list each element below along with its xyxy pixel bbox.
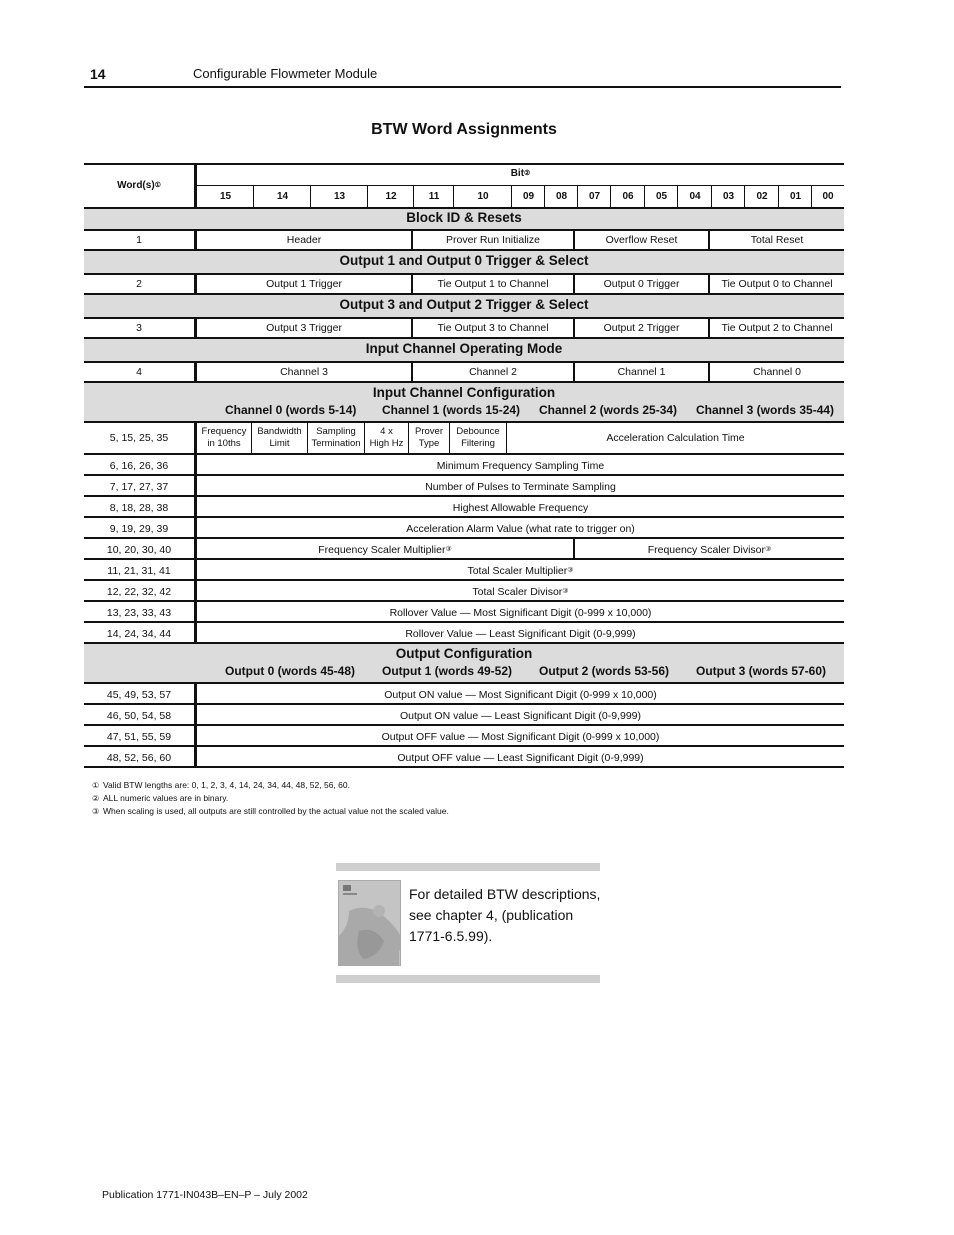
bit-number: 05 xyxy=(655,190,668,202)
bit-number: 13 xyxy=(333,190,346,202)
field-value xyxy=(197,518,844,539)
field-sampling-termination xyxy=(308,421,364,455)
word-column-header xyxy=(84,163,194,209)
footnote-ref-3: ③ xyxy=(567,566,574,574)
note-line: 1771-6.5.99). xyxy=(409,928,493,944)
page-number: 14 xyxy=(90,66,106,82)
bit-number: 14 xyxy=(276,190,289,202)
publication-cover-image xyxy=(339,881,401,966)
note-bottom-bar xyxy=(336,975,600,983)
table-header xyxy=(84,163,844,209)
page-title xyxy=(0,121,954,139)
bit-header-label: Bit xyxy=(510,168,525,179)
table-row xyxy=(84,726,844,747)
cell-line: Termination xyxy=(311,438,361,449)
field-value xyxy=(197,747,844,768)
cell-line: Prover xyxy=(415,426,443,437)
word-number: 45, 49, 53, 57 xyxy=(106,688,172,701)
field-frequency-scaler-multiplier xyxy=(197,539,573,560)
word-number: 1 xyxy=(136,234,142,246)
section-block-id xyxy=(84,209,844,229)
cell-text: Frequency Scaler Multiplier xyxy=(318,543,446,556)
note-text xyxy=(409,884,629,947)
header-rule xyxy=(84,86,841,88)
row-rule xyxy=(84,766,844,768)
bit-number: 12 xyxy=(385,190,397,202)
bit-number: 03 xyxy=(722,190,735,202)
field-value xyxy=(197,560,844,581)
word-number: 4 xyxy=(136,366,142,378)
field-output-0-trigger: Output 0 Trigger xyxy=(603,278,680,290)
cell-text: Rollover Value — Least Significant Digit (0-9,999) xyxy=(405,627,636,640)
cell-line: Bandwidth xyxy=(257,426,302,437)
word-number: 48, 52, 56, 60 xyxy=(106,751,172,764)
table-row-word-2 xyxy=(84,273,844,295)
table-row xyxy=(84,455,844,476)
field-tie-output-2: Tie Output 2 to Channel xyxy=(721,322,833,334)
section-title-output-config: Output Configuration xyxy=(395,646,533,661)
field-channel-2: Channel 2 xyxy=(469,366,517,378)
field-tie-output-1: Tie Output 1 to Channel xyxy=(437,278,549,290)
table-row xyxy=(84,747,844,768)
bit-number: 04 xyxy=(689,190,701,202)
section-title-input-config: Input Channel Configuration xyxy=(372,385,556,400)
channel-3-words: Channel 3 (words 35-44) xyxy=(696,403,835,417)
bit-header xyxy=(197,163,844,185)
cell-text: Minimum Frequency Sampling Time xyxy=(436,459,605,472)
output-3-words: Output 3 (words 57-60) xyxy=(696,664,827,678)
word-number: 6, 16, 26, 36 xyxy=(109,459,169,472)
bit-number: 06 xyxy=(622,190,634,202)
field-value xyxy=(197,684,844,705)
field-output-2-trigger: Output 2 Trigger xyxy=(603,322,680,334)
bit-number: 00 xyxy=(822,190,834,202)
section-output-3-2 xyxy=(84,295,844,317)
publication-thumbnail xyxy=(338,880,401,966)
word-header-label: Word(s) xyxy=(117,180,155,191)
output-config-rows xyxy=(84,684,844,768)
table-row xyxy=(84,497,844,518)
channel-2-words: Channel 2 (words 25-34) xyxy=(539,403,678,417)
word-number: 11, 21, 31, 41 xyxy=(107,564,171,577)
cell-text: Rollover Value — Most Significant Digit (0-999 x 10,000) xyxy=(389,606,652,619)
running-title: Configurable Flowmeter Module xyxy=(193,66,378,81)
section-title-input-mode: Input Channel Operating Mode xyxy=(365,341,563,356)
table-row-word-5 xyxy=(84,421,844,455)
bit-number: 01 xyxy=(789,190,802,202)
note-line: For detailed BTW descriptions, xyxy=(409,886,601,902)
cell-line: Limit xyxy=(269,438,290,449)
cell-text: Output ON value — Least Significant Digit (0-9,999) xyxy=(399,709,642,722)
field-debounce-filtering xyxy=(450,421,506,455)
word-number: 46, 50, 54, 58 xyxy=(106,709,172,722)
bit-number: 02 xyxy=(756,190,768,202)
channel-1-words: Channel 1 (words 15-24) xyxy=(382,403,521,417)
section-title-output-1-0: Output 1 and Output 0 Trigger & Select xyxy=(339,253,589,268)
footnote xyxy=(92,779,449,792)
field-output-1-trigger: Output 1 Trigger xyxy=(266,278,342,290)
bit-number: 08 xyxy=(555,190,568,202)
bit-number: 07 xyxy=(588,190,601,202)
cell-line: Filtering xyxy=(461,438,495,449)
field-value xyxy=(197,726,844,747)
cell-text: Highest Allowable Frequency xyxy=(452,501,589,514)
publication-footer: Publication 1771-IN043B–EN–P – July 2002 xyxy=(102,1189,308,1201)
field-value xyxy=(197,581,844,602)
table-row xyxy=(84,623,844,644)
section-title-block-id: Block ID & Resets xyxy=(406,210,522,225)
output-1-words: Output 1 (words 49-52) xyxy=(382,664,513,678)
field-acceleration-calculation-time: Acceleration Calculation Time xyxy=(606,432,745,444)
field-tie-output-3: Tie Output 3 to Channel xyxy=(437,322,549,334)
field-frequency-in-10ths xyxy=(197,421,251,455)
output-2-words: Output 2 (words 53-56) xyxy=(539,664,670,678)
cell-text: Frequency Scaler Divisor xyxy=(647,543,765,556)
footnote-ref-1: ① xyxy=(154,182,161,189)
field-value xyxy=(197,476,844,497)
footnote-ref-3: ③ xyxy=(562,587,569,595)
footnote-text: Valid BTW lengths are: 0, 1, 2, 3, 4, 14, 24, 34, 44, 48, 52, 56, 60. xyxy=(103,780,350,790)
bit-number: 10 xyxy=(477,190,489,202)
cell-line: in 10ths xyxy=(207,438,241,449)
footnote xyxy=(92,792,449,805)
field-4x-high-hz xyxy=(365,421,408,455)
note-top-bar xyxy=(336,863,600,871)
word-number: 13, 23, 33, 43 xyxy=(106,606,172,619)
section-output-1-0 xyxy=(84,251,844,273)
table-row xyxy=(84,518,844,539)
table-row xyxy=(84,602,844,623)
footnote-mark: ① xyxy=(92,781,100,790)
footnotes xyxy=(92,779,449,818)
table-row xyxy=(84,581,844,602)
field-channel-0: Channel 0 xyxy=(753,366,801,378)
word-number: 14, 24, 34, 44 xyxy=(106,627,172,640)
cell-text: Total Scaler Divisor xyxy=(472,585,563,598)
footnote-text: When scaling is used, all outputs are still controlled by the actual value not the scaled value. xyxy=(103,806,449,816)
table-row-word-3 xyxy=(84,317,844,339)
bit-number-row xyxy=(197,186,844,207)
field-value xyxy=(197,623,844,644)
field-value xyxy=(197,497,844,518)
table-row-word-1 xyxy=(84,229,844,251)
section-output-config xyxy=(84,644,844,682)
bit-number: 11 xyxy=(428,190,440,202)
output-0-words: Output 0 (words 45-48) xyxy=(225,664,356,678)
cell-text: Output OFF value — Most Significant Digit (0-999 x 10,000) xyxy=(381,730,660,743)
field-value xyxy=(197,455,844,476)
word-number: 3 xyxy=(136,322,142,334)
table-row xyxy=(84,684,844,705)
cell-line: Type xyxy=(418,438,440,449)
table-row xyxy=(84,705,844,726)
cell-text: Total Scaler Multiplier xyxy=(467,564,568,577)
cell-text: Output ON value — Most Significant Digit (0-999 x 10,000) xyxy=(384,688,657,701)
field-prover-run-initialize: Prover Run Initialize xyxy=(446,234,540,246)
word-number: 5, 15, 25, 35 xyxy=(109,432,169,444)
section-input-config xyxy=(84,383,844,421)
table-row-word-4 xyxy=(84,361,844,383)
note-line: see chapter 4, (publication xyxy=(409,907,574,923)
cell-line: Frequency xyxy=(201,426,247,437)
cell-line: High Hz xyxy=(369,438,404,449)
footnote-mark: ② xyxy=(92,794,100,803)
field-channel-3: Channel 3 xyxy=(280,366,328,378)
word-number: 8, 18, 28, 38 xyxy=(109,501,169,514)
cell-line: Debounce xyxy=(456,426,500,437)
field-total-reset: Total Reset xyxy=(750,234,804,246)
table-row xyxy=(84,560,844,581)
field-output-3-trigger: Output 3 Trigger xyxy=(266,322,342,334)
input-config-rows-2 xyxy=(84,560,844,644)
channel-0-words: Channel 0 (words 5-14) xyxy=(225,403,357,417)
section-title-output-3-2: Output 3 and Output 2 Trigger & Select xyxy=(339,297,589,312)
field-value xyxy=(197,705,844,726)
word-number: 10, 20, 30, 40 xyxy=(106,543,172,556)
cell-line: 4 x xyxy=(380,426,393,437)
field-overflow-reset: Overflow Reset xyxy=(605,234,678,246)
table-row xyxy=(84,476,844,497)
word-number: 47, 51, 55, 59 xyxy=(106,730,172,743)
input-config-rows xyxy=(84,455,844,539)
field-bandwidth-limit xyxy=(252,421,307,455)
section-input-mode xyxy=(84,339,844,361)
footnote-ref-3: ③ xyxy=(445,545,452,553)
word-number: 9, 19, 29, 39 xyxy=(109,522,169,535)
btw-word-assignments-table xyxy=(84,163,844,768)
word-number: 2 xyxy=(136,278,142,290)
field-channel-1: Channel 1 xyxy=(617,366,666,378)
bit-number: 15 xyxy=(219,190,232,202)
footnote-text: ALL numeric values are in binary. xyxy=(103,793,229,803)
cell-text: Acceleration Alarm Value (what rate to trigger on) xyxy=(406,522,635,535)
field-tie-output-0: Tie Output 0 to Channel xyxy=(721,278,833,290)
word-number: 12, 22, 32, 42 xyxy=(106,585,172,598)
field-header: Header xyxy=(286,234,322,246)
cell-text: Number of Pulses to Terminate Sampling xyxy=(425,480,616,493)
cell-line: Sampling xyxy=(316,426,356,437)
word-number: 7, 17, 27, 37 xyxy=(109,480,169,493)
table-row-word-10 xyxy=(84,539,844,560)
footnote-mark: ③ xyxy=(92,807,100,816)
field-prover-type xyxy=(409,421,449,455)
footnote-ref-3: ③ xyxy=(765,545,772,553)
footnote xyxy=(92,805,449,818)
field-frequency-scaler-divisor xyxy=(575,539,844,560)
bit-number: 09 xyxy=(522,190,535,202)
field-value xyxy=(197,602,844,623)
cell-text: Output OFF value — Least Significant Digit (0-9,999) xyxy=(397,751,644,764)
footnote-ref-2: ② xyxy=(524,170,531,177)
page-title-text: BTW Word Assignments xyxy=(371,121,557,138)
